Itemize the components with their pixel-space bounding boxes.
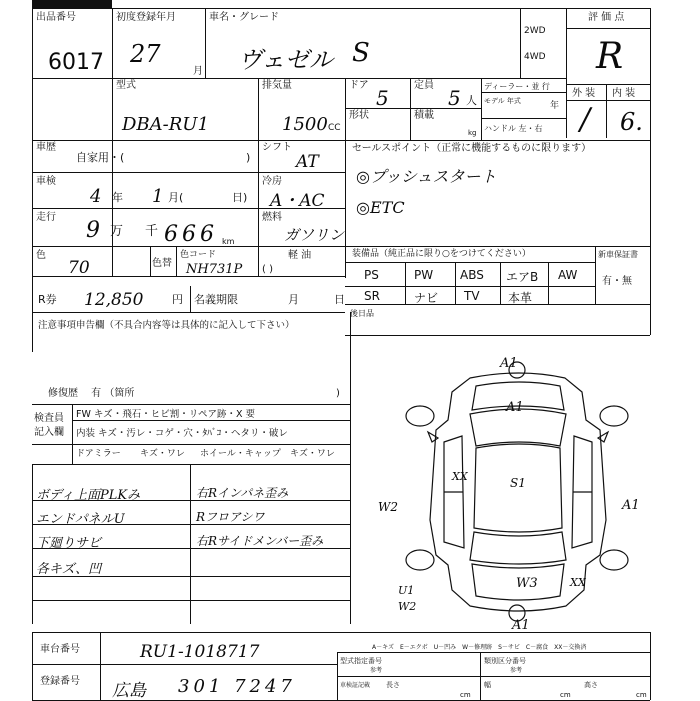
handle-label: ハンドル 左・右 (484, 124, 543, 133)
twowd-label: 2WD (524, 26, 546, 36)
model-year-label: モデル 年式 (484, 97, 521, 105)
category-no-ref: 参考 (510, 667, 523, 674)
car-right-doors (572, 436, 592, 548)
remark-1: ボディ上面PLKみ (36, 488, 141, 503)
kg-label: kg (468, 129, 477, 137)
private-use-label: 自家用・( (76, 151, 125, 164)
model-name: ヴェゼル (238, 46, 334, 74)
light-oil-label: 軽 油 (288, 250, 312, 261)
color-change-label: 色替 (152, 258, 172, 269)
fourwd-label: 4WD (524, 52, 546, 62)
mileage-man-value: 9 (86, 218, 100, 243)
mark-a1-roof: A1 (506, 400, 524, 415)
exterior-label: 外 装 (572, 88, 596, 99)
score-label: 評 価 点 (588, 12, 625, 23)
fuel-value: ガソリン (284, 226, 345, 244)
interior-label: 内 装 (612, 88, 636, 99)
first-reg-month: 月 (193, 66, 203, 77)
reg-number-value: 301 7247 (178, 676, 296, 697)
ac-label: 冷房 (262, 176, 282, 187)
width-cm: cm (560, 691, 571, 699)
cc-label: CC (328, 123, 341, 133)
grade: S (352, 38, 370, 68)
repair-history-close: ) (336, 388, 340, 399)
sales-point-1: ◎プッシュスタート (356, 167, 497, 186)
lot-no-label: 出品番号 (36, 12, 76, 23)
mark-xx-bottom: XX (570, 576, 586, 589)
meigi-day-label: 日 (334, 293, 345, 306)
mark-u1: U1 (398, 584, 415, 597)
mileage-label: 走行 (36, 212, 56, 223)
remark-2: エンドパネルU (36, 512, 125, 527)
yen-label: 円 (172, 293, 183, 306)
door-mirror-label: ドアミラー (76, 449, 121, 459)
r-ticket-label: R券 (38, 293, 57, 306)
color-code-label: 色コード (180, 250, 217, 260)
ari-nashi-label: 有・無 (602, 276, 632, 287)
type-value: DBA-RU1 (122, 114, 209, 135)
width-label: 幅 (484, 681, 491, 689)
mark-s1: S1 (510, 476, 526, 490)
door-label: ドア (349, 80, 369, 91)
mark-a1-right: A1 (622, 498, 640, 513)
ac-value: A・AC (270, 191, 325, 211)
first-reg-year: 27 (130, 40, 161, 68)
equip-abs: ABS (460, 268, 484, 282)
wheel-front-left (406, 406, 434, 426)
interior-grade: 6. (620, 108, 643, 136)
sen-label: 千 (145, 224, 159, 239)
car-left-doors (444, 436, 464, 548)
chassis-no-value: RU1-1018717 (140, 642, 260, 662)
capacity-label: 定員 (414, 80, 434, 91)
legend-text: A－キズ E－エクボ U－凹み W－修理跡 S－サビ C－腐食 XX－交換済 (372, 644, 587, 651)
length-cm: cm (460, 691, 471, 699)
body-length-label: 車検証記載 (340, 682, 371, 689)
length-label: 長さ (386, 681, 400, 689)
wheel-rear-right (600, 550, 628, 570)
inspector-label (34, 412, 64, 440)
fuel-label: 燃料 (262, 212, 282, 223)
meigi-month-label: 月 (288, 293, 299, 306)
load-label: 積載 (414, 110, 434, 121)
lot-no-value: 6017 (48, 50, 104, 75)
score-value: R (596, 36, 624, 77)
displacement-label: 排気量 (262, 80, 292, 91)
shift-label: シフト (262, 142, 292, 153)
remark-5: 右Rインパネ歪み (196, 486, 289, 500)
sales-point-2: ◎ETC (356, 198, 405, 217)
wheel-rear-left (406, 550, 434, 570)
inspection-month-value: 1 (152, 186, 164, 207)
doors-value: 5 (376, 86, 389, 110)
color-value: 70 (68, 258, 90, 278)
displacement-value: 1500 (282, 114, 328, 135)
equip-pw: PW (414, 268, 434, 282)
mark-a1-top: A1 (500, 356, 518, 371)
form-model-label: 型式指定番号 (340, 657, 382, 665)
remark-3: 下廻りサビ (36, 536, 102, 551)
interior-row: 内装 キズ・汚レ・コゲ・穴・ﾀﾊﾞｺ・ヘタリ・破レ (76, 428, 288, 439)
shift-value: AT (296, 152, 319, 172)
remark-4: 各キズ、凹 (36, 562, 102, 577)
capacity-unit: 人 (466, 94, 477, 107)
r-ticket-value: 12,850 (84, 290, 144, 310)
equip-leather: 本革 (508, 291, 533, 305)
color-code-value: NH731P (186, 262, 243, 277)
equip-sr: SR (364, 289, 380, 303)
form-model-ref: 参考 (370, 667, 383, 674)
shape-label: 形状 (349, 110, 369, 121)
equip-aw: AW (558, 268, 578, 282)
first-reg-label: 初度登録年月 (116, 12, 176, 23)
sales-point-label: セールスポイント（正常に機能するものに限ります） (352, 143, 592, 154)
inspection-label: 車検 (36, 176, 56, 187)
car-history-label: 車歴 (36, 142, 56, 153)
height-label: 高さ (584, 681, 598, 689)
scratch-dent2-label: キズ・ワレ (290, 449, 335, 459)
scratch-dent-label: キズ・ワレ (140, 449, 185, 459)
mark-xx-left: XX (452, 470, 468, 483)
inspection-day-label: 日) (232, 191, 248, 204)
notes-title: 注意事項申告欄（不具合内容等は具体的に記入して下さい） (38, 320, 295, 331)
reg-place-value: 広島 (112, 681, 146, 701)
exterior-grade: / (580, 102, 591, 137)
inspection-month-label: 月( (168, 191, 184, 204)
capacity-value: 5 (448, 86, 461, 110)
car-rear-window (470, 532, 566, 564)
inspection-year-value: 4 (90, 186, 102, 207)
km-label: km (222, 237, 235, 246)
reg-no-label: 登録番号 (40, 676, 80, 687)
year-suffix-label: 年 (550, 101, 560, 111)
mileage-sen-value: 666 (164, 222, 218, 247)
model-grade-label: 車名・グレード (209, 12, 279, 23)
category-no-label: 類別区分番号 (484, 657, 526, 665)
light-oil-paren: ( ) (262, 264, 273, 275)
man-label: 万 (110, 224, 124, 239)
header-tab (32, 0, 112, 8)
wheel-front-right (600, 406, 628, 426)
dealer-label: ディーラー・並 行 (484, 82, 550, 91)
mark-w3: W3 (516, 576, 538, 591)
equip-ps: PS (364, 268, 379, 282)
inspection-year-label: 年 (112, 191, 123, 204)
equip-nav: ナビ (414, 291, 439, 305)
chassis-no-label: 車台番号 (40, 644, 80, 655)
car-right-mirror (598, 432, 608, 442)
fw-row: FW キズ・飛石・ヒビ割・リペア跡・X 要 (76, 409, 256, 420)
inspector-text: 検査員 記入欄 (34, 413, 64, 438)
wheel-cap-label: ホイール・キャップ (200, 449, 281, 459)
meigi-label: 名義期限 (194, 293, 238, 306)
color-label: 色 (36, 250, 46, 261)
repair-history-label: 修復歴 有 （箇所 (48, 388, 135, 399)
equip-ab: エアB (506, 270, 539, 284)
remark-6: Rフロアシワ (196, 510, 265, 524)
mark-w2-bottom: W2 (398, 600, 417, 613)
height-cm: cm (636, 691, 647, 699)
equipment-label: 装備品（純正品に限り○をつけてください） (352, 249, 531, 259)
car-left-mirror (428, 432, 438, 442)
new-car-warranty-label: 新車保証書 (598, 250, 638, 259)
mark-a1-bottom: A1 (512, 618, 530, 633)
mark-w2-left: W2 (378, 500, 398, 514)
equip-tv: TV (464, 289, 480, 303)
aftermarket-label: 後日品 (350, 309, 374, 318)
remark-7: 右Rサイドメンバー歪み (196, 534, 324, 548)
type-label: 型式 (116, 80, 136, 91)
car-history-close: ) (246, 151, 251, 164)
